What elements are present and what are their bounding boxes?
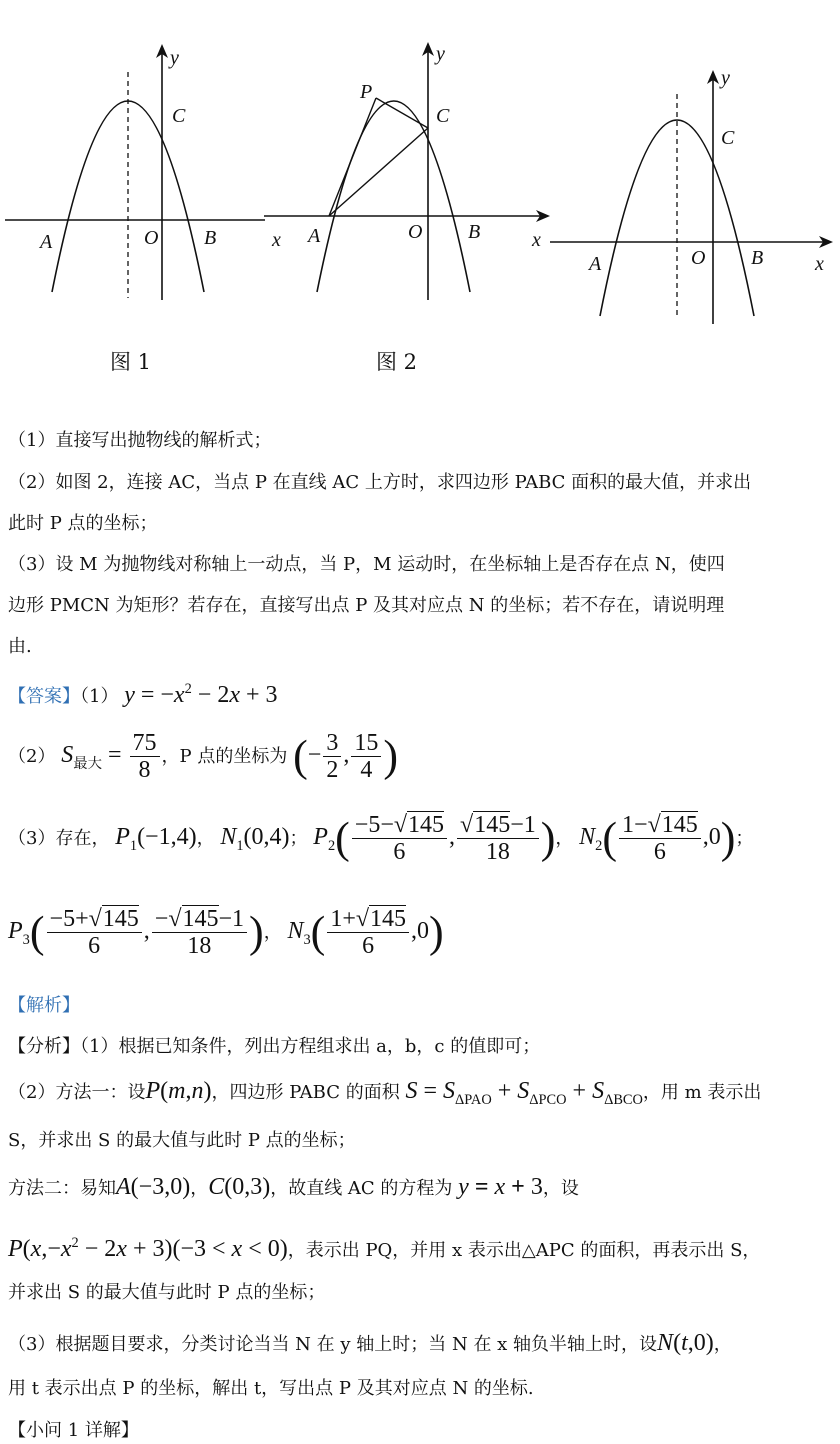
label-C: C <box>721 127 735 149</box>
label-y: y <box>170 47 179 69</box>
label-B: B <box>468 221 481 243</box>
method-2-line-1: 方法二：易知A(−3,0)，C(0,3)，故直线 AC 的方程为 y = x + 3，设 <box>8 1174 579 1200</box>
label-y: y <box>721 67 730 89</box>
label-O: O <box>408 221 423 243</box>
question-3-line-2: 边形 PMCN 为矩形？若存在，直接写出点 P 及其对应点 N 的坐标；若不存在，请说明理 <box>8 595 725 616</box>
question-3-line-3: 由. <box>8 636 32 657</box>
segment-AC <box>329 128 428 216</box>
method-2-line-2: $P(x,-x^2 - 2x + 3)(-3 < x < 0)$，表示出 PQ，并用 x 表示出△APC 的面积，再表示出 S， <box>8 1235 761 1262</box>
question-3-line-1: （3）设 M 为抛物线对称轴上一动点，当 P，M 运动时，在坐标轴上是否存在点 N，使四 <box>8 554 725 575</box>
label-O: O <box>691 247 706 269</box>
label-x: x <box>272 229 281 251</box>
area-formula: $S = S_{\Delta PAO} + S_{\Delta PCO} + S_{\Delta BCO}$ <box>405 1078 643 1108</box>
figure-1 <box>0 30 270 320</box>
label-C: C <box>172 105 186 127</box>
answer-1-formula: $y = -x^2 - 2x + 3$ <box>124 681 278 708</box>
parabola <box>317 101 470 292</box>
q3-analysis-line-2: 用 t 表示出点 P 的坐标，解出 t，写出点 P 及其对应点 N 的坐标. <box>8 1378 534 1399</box>
answer-n1: $N_1(0,4)$ <box>220 824 290 854</box>
answer-p3: $P_3$( $\frac{-5+√145}{6}$ , $\frac{-√145-1}{18}$ ) <box>8 906 264 959</box>
question-2-line-1: （2）如图 2，连接 AC，当点 P 在直线 AC 上方时，求四边形 PABC 面积的最大值，并求出 <box>8 472 752 493</box>
figure-1-caption: 图 1 <box>110 350 152 374</box>
analysis-tag: 【解析】 <box>8 995 80 1016</box>
segment-PA <box>329 98 376 216</box>
point-p-param: $P(x,-x^2 - 2x + 3)(-3 < x < 0)$ <box>8 1235 288 1262</box>
label-O: O <box>144 227 159 249</box>
answer-n2: $N_2$( $\frac{1-√145}{6}$ ,0) <box>579 812 736 865</box>
figure-2 <box>262 30 562 320</box>
answer-2: （2） $S_{最大}$ = $\frac{75}{8}$ ，P 点的坐标为 (− $\frac{3}{2}$ , $\frac{15}{4}$ ) <box>8 730 398 783</box>
answer-p1: $P_1(-1,4)$ <box>115 824 197 854</box>
method-1-line-1: （2）方法一：设P(m,n)，四边形 PABC 的面积 $S = S_{\Delta PAO} + S_{\Delta PCO} + S_{\Delta BCO}$，用 m 表示出 <box>8 1078 762 1108</box>
label-A: A <box>589 253 602 275</box>
answer-3-line-1: （3）存在， $P_1(-1,4)$， $N_1(0,4)$； $P_2$( $\frac{-5-√145}{6}$ , $\frac{√145-1}{18}$ )， $N_2$( $\frac{1-√145}{6}$ ,0)； <box>8 812 754 865</box>
label-C: C <box>436 105 450 127</box>
method-2-line-3: 并求出 S 的最大值与此时 P 点的坐标； <box>8 1282 326 1303</box>
answer-2-point: (− $\frac{3}{2}$ , $\frac{15}{4}$ ) <box>293 730 398 783</box>
question-1: （1）直接写出抛物线的解析式； <box>8 430 272 451</box>
s-max: $S_{最大}$ = $\frac{75}{8}$ <box>61 742 161 768</box>
figure-2-caption: 图 2 <box>376 350 418 374</box>
label-y: y <box>436 43 445 65</box>
label-B: B <box>751 247 764 269</box>
detail-heading: 【小问 1 详解】 <box>8 1420 139 1441</box>
q3-analysis-line-1: （3）根据题目要求，分类讨论当当 N 在 y 轴上时；当 N 在 x 轴负半轴上时，设N(t,0)， <box>8 1330 732 1356</box>
label-A: A <box>40 231 53 253</box>
answer-p2: $P_2$( $\frac{-5-√145}{6}$ , $\frac{√145-1}{18}$ ) <box>313 812 556 865</box>
line-ac-equation: y = x + 3 <box>458 1174 543 1200</box>
answer-3-line-2: $P_3$( $\frac{-5+√145}{6}$ , $\frac{-√145-1}{18}$ )， $N_3$( $\frac{1+√145}{6}$ ,0) <box>8 906 444 959</box>
answer-1: 【答案】（1） $y = -x^2 - 2x + 3$ <box>8 681 278 708</box>
analysis-fenxi: 【分析】（1）根据已知条件，列出方程组求出 a，b，c 的值即可； <box>8 1036 541 1057</box>
question-2-line-2: 此时 P 点的坐标； <box>8 513 158 534</box>
label-A: A <box>308 225 321 247</box>
answer-n3: $N_3$( $\frac{1+√145}{6}$ ,0) <box>287 906 444 959</box>
label-B: B <box>204 227 217 249</box>
label-x: x <box>815 253 824 275</box>
answer-tag: 【答案】 <box>8 686 80 707</box>
label-P: P <box>360 81 373 103</box>
figure-3 <box>545 60 840 335</box>
label-x2: x <box>532 229 541 251</box>
method-1-line-2: S，并求出 S 的最大值与此时 P 点的坐标； <box>8 1130 356 1151</box>
